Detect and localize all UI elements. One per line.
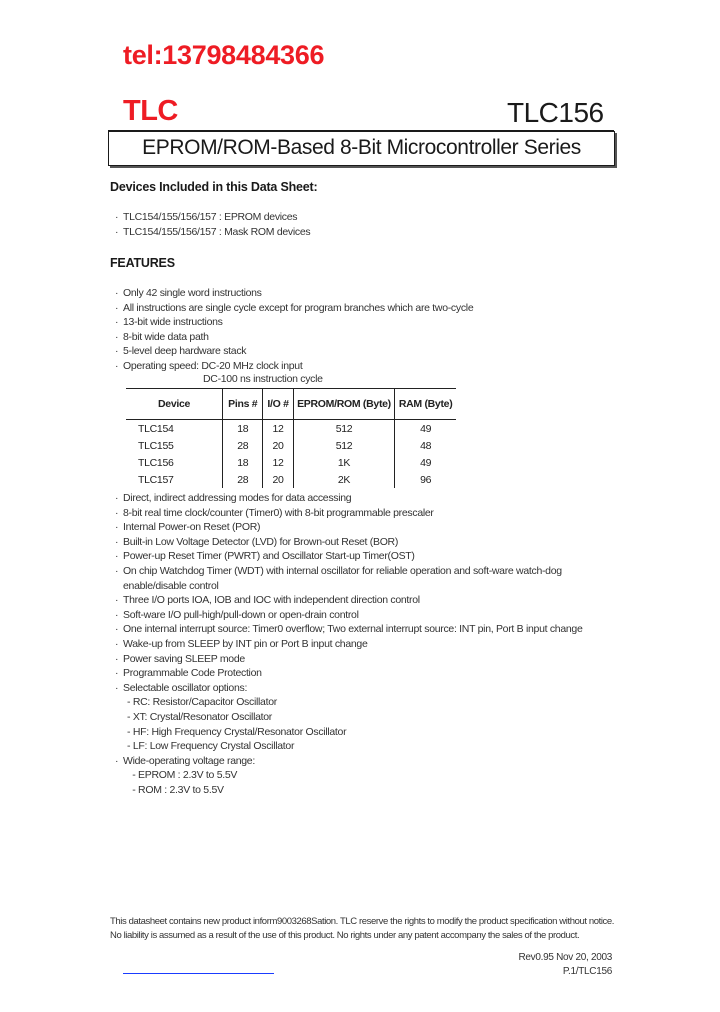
voltage-option: - ROM : 2.3V to 5.5V [127,783,224,796]
table-cell: 18 [223,420,263,438]
brand-logo-text: TLC [123,95,178,127]
part-number-title: TLC156 [507,97,604,128]
list-item: · 8-bit wide data path [123,330,473,345]
list-item: · TLC154/155/156/157 : Mask ROM devices [123,225,310,240]
table-row [126,454,456,471]
list-item: · Three I/O ports IOA, IOB and IOC with independent direction control [123,593,583,608]
devices-heading: Devices Included in this Data Sheet: [110,180,318,194]
col-header-ram: RAM (Byte) [395,389,456,420]
list-item: · Selectable oscillator options: [123,681,583,696]
list-item: · Only 42 single word instructions [123,286,473,301]
table-cell: 18 [223,454,263,471]
list-item: · Wide-operating voltage range: [123,754,583,769]
col-header-device: Device [126,389,223,420]
list-item: · Wake-up from SLEEP by INT pin or Port B input change [123,637,583,652]
revision-info: Rev0.95 Nov 20, 2003 [518,952,612,963]
table-row [126,437,456,454]
table-cell: 28 [223,471,263,488]
col-header-pins: Pins # [223,389,263,420]
table-cell: 96 [395,471,456,488]
list-item: · 13-bit wide instructions [123,315,473,330]
list-item: · 8-bit real time clock/counter (Timer0) with 8-bit programmable prescaler [123,506,583,521]
list-item: · Power saving SLEEP mode [123,652,583,667]
table-cell: TLC156 [138,456,174,469]
col-header-io: I/O # [263,389,293,420]
table-cell: 49 [395,454,456,471]
table-cell: 12 [263,420,293,438]
table-cell: 12 [263,454,293,471]
table-cell: TLC157 [138,473,174,486]
table-cell: 48 [395,437,456,454]
list-item: · One internal interrupt source: Timer0 overflow; Two external interrupt source: INT pin, Port B input change [123,622,583,637]
list-item: · Direct, indirect addressing modes for data accessing [123,491,583,506]
table-row [126,471,456,488]
table-header-row [126,389,456,420]
page-number: P.1/TLC156 [562,966,612,977]
table-cell: TLC154 [138,422,174,435]
features-heading: FEATURES [110,256,175,270]
col-header-eprom-rom: EPROM/ROM (Byte) [293,389,395,420]
table-cell: 49 [395,420,456,438]
table-cell: 512 [293,420,395,438]
voltage-option: - EPROM : 2.3V to 5.5V [127,769,238,782]
table-row [126,420,456,438]
list-item: · Programmable Code Protection [123,666,583,681]
disclaimer-line-2: No liability is assumed as a result of the use of this product. No rights under any patent accompany the sales of the product. [110,930,580,941]
contact-phone: tel:13798484366 [123,40,325,70]
list-item: · Soft-ware I/O pull-high/pull-down or open-drain control [123,608,583,623]
list-item-continuation: enable/disable control [123,579,219,592]
features-list-a [123,286,473,374]
list-item: · Internal Power-on Reset (POR) [123,520,583,535]
device-table-wrap [126,388,456,488]
table-cell: 20 [263,471,293,488]
table-cell: 20 [263,437,293,454]
list-item: · On chip Watchdog Timer (WDT) with internal oscillator for reliable operation and soft-ware watch-dog [123,564,583,579]
device-table [126,389,456,488]
osc-option: - RC: Resistor/Capacitor Oscillator [127,696,277,709]
osc-option: - XT: Crystal/Resonator Oscillator [127,710,273,723]
table-cell: TLC155 [138,439,174,452]
list-item: · 5-level deep hardware stack [123,344,473,359]
list-item: · Power-up Reset Timer (PWRT) and Oscillator Start-up Timer(OST) [123,549,583,564]
table-cell: 2K [293,471,395,488]
subtitle-banner: EPROM/ROM-Based 8-Bit Microcontroller Series [108,131,615,166]
list-item: · Built-in Low Voltage Detector (LVD) for Brown-out Reset (BOR) [123,535,583,550]
instruction-cycle-note: DC-100 ns instruction cycle [203,373,323,385]
list-item: · All instructions are single cycle except for program branches which are two-cycle [123,301,473,316]
table-cell: 1K [293,454,395,471]
table-cell: 512 [293,437,395,454]
table-cell: 28 [223,437,263,454]
disclaimer-line-1: This datasheet contains new product inform9003268Sation. TLC reserve the rights to modify the product specification without notice. [110,916,615,927]
osc-option: - LF: Low Frequency Crystal Oscillator [127,740,295,753]
list-item: · TLC154/155/156/157 : EPROM devices [123,210,310,225]
osc-option: - HF: High Frequency Crystal/Resonator Oscillator [127,725,347,738]
devices-list [123,210,310,239]
features-list-b [123,491,583,797]
list-item: · Operating speed: DC-20 MHz clock input [123,359,473,374]
link-underline[interactable] [123,973,274,974]
